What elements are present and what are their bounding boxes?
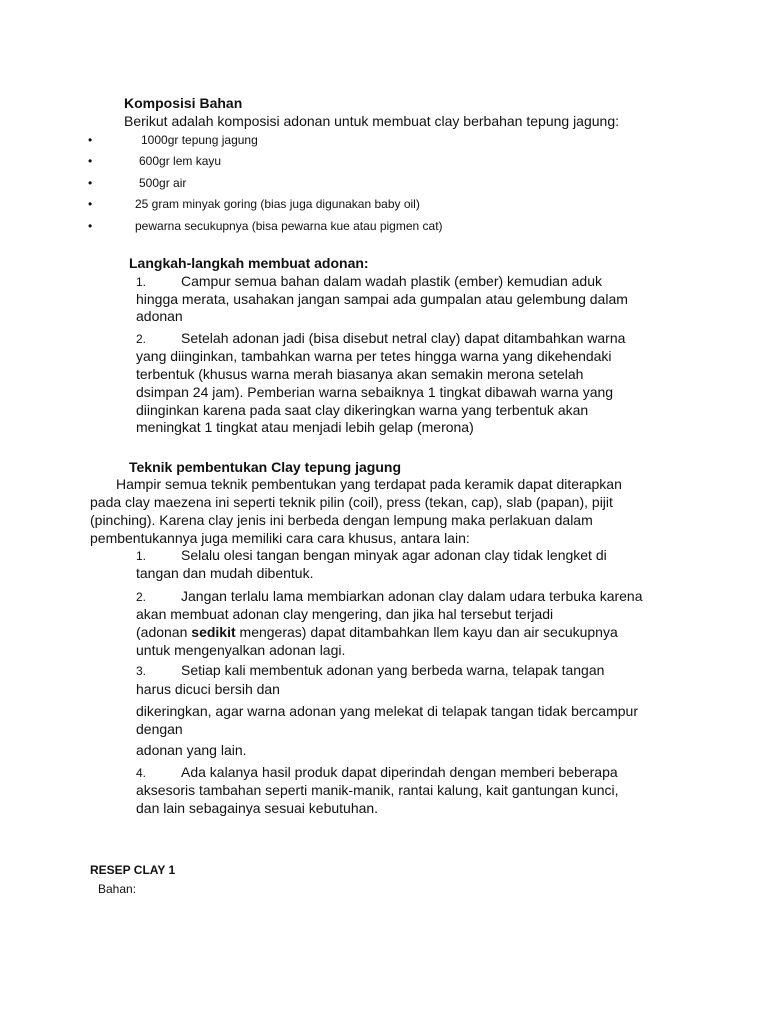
step-text: harus dicuci bersih dan <box>136 681 280 697</box>
bullet: • <box>88 219 93 233</box>
bahan-label: Bahan: <box>98 882 137 896</box>
step-text-part: (adonan <box>136 624 192 640</box>
step-text: adonan yang lain. <box>136 742 247 758</box>
step-text: Selalu olesi tangan bengan minyak agar adonan clay tidak lengket di <box>181 547 607 563</box>
step-number: 1. <box>136 549 147 563</box>
resep-heading: RESEP CLAY 1 <box>90 863 176 877</box>
paragraph-line: Hampir semua teknik pembentukan yang terdapat pada keramik dapat diterapkan <box>116 476 622 492</box>
step-text: yang diinginkan, tambahkan warna per tetes hingga warna yang dikehendaki <box>136 348 612 364</box>
step-text: dengan <box>136 721 183 737</box>
step-text: hingga merata, usahakan jangan sampai ada gumpalan atau gelembung dalam <box>136 291 628 307</box>
step-text: aksesoris tambahan seperti manik-manik, rantai kalung, kait gantungan kunci, <box>136 782 619 798</box>
step-text-part: mengeras) dapat ditambahkan llem kayu dan air secukupnya <box>235 624 618 640</box>
step-text: tangan dan mudah dibentuk. <box>136 565 314 581</box>
step-text: diinginkan karena pada saat clay dikeringkan warna yang terbentuk akan <box>136 402 589 418</box>
step-text: Ada kalanya hasil produk dapat diperindah dengan memberi beberapa <box>181 764 618 780</box>
bullet: • <box>88 154 93 168</box>
bullet: • <box>88 176 93 190</box>
step-text: Jangan terlalu lama membiarkan adonan clay dalam udara terbuka karena <box>181 588 643 604</box>
step-number: 1. <box>136 275 147 289</box>
step-text: adonan <box>136 308 183 324</box>
step-text: Campur semua bahan dalam wadah plastik (ember) kemudian aduk <box>181 273 602 289</box>
step-text: akan membuat adonan clay mengering, dan jika hal tersebut terjadi <box>136 606 554 622</box>
bold-word: sedikit <box>191 624 236 640</box>
step-text: dikeringkan, agar warna adonan yang melekat di telapak tangan tidak bercampur <box>136 703 638 719</box>
bullet: • <box>88 197 93 211</box>
list-item: 600gr lem kayu <box>139 154 222 168</box>
komposisi-heading: Komposisi Bahan <box>124 95 243 111</box>
paragraph-line: pembentukannya juga memiliki cara cara khusus, antara lain: <box>90 530 470 546</box>
step-text: meningkat 1 tingkat atau menjadi lebih gelap (merona) <box>136 419 474 435</box>
komposisi-intro: Berikut adalah komposisi adonan untuk membuat clay berbahan tepung jagung: <box>124 113 619 129</box>
step-text: terbentuk (khusus warna merah biasanya akan semakin merona setelah <box>136 366 584 382</box>
step-text <box>136 623 618 641</box>
step-number: 2. <box>136 590 147 604</box>
list-item: 500gr air <box>139 176 187 190</box>
step-text: untuk mengenyalkan adonan lagi. <box>136 642 346 658</box>
step-text: dan lain sebagainya sesuai kebutuhan. <box>136 800 379 816</box>
paragraph-line: (pinching). Karena clay jenis ini berbeda dengan lempung maka perlakuan dalam <box>90 512 593 528</box>
list-item: 25 gram minyak goring (bias juga digunakan baby oil) <box>135 197 420 211</box>
list-item: 1000gr tepung jagung <box>141 133 258 147</box>
teknik-heading: Teknik pembentukan Clay tepung jagung <box>129 459 401 475</box>
step-number: 3. <box>136 664 147 678</box>
paragraph-line: pada clay maezena ini seperti teknik pilin (coil), press (tekan, cap), slab (papan), pijit <box>90 494 613 510</box>
step-text: Setelah adonan jadi (bisa disebut netral clay) dapat ditambahkan warna <box>181 330 626 346</box>
list-item: pewarna secukupnya (bisa pewarna kue atau pigmen cat) <box>135 219 443 233</box>
step-number: 4. <box>136 766 147 780</box>
step-text: Setiap kali membentuk adonan yang berbeda warna, telapak tangan <box>181 662 605 678</box>
bullet: • <box>88 133 93 147</box>
langkah-heading: Langkah-langkah membuat adonan: <box>129 255 369 271</box>
step-text: dsimpan 24 jam). Pemberian warna sebaiknya 1 tingkat dibawah warna yang <box>136 384 614 400</box>
step-number: 2. <box>136 332 147 346</box>
